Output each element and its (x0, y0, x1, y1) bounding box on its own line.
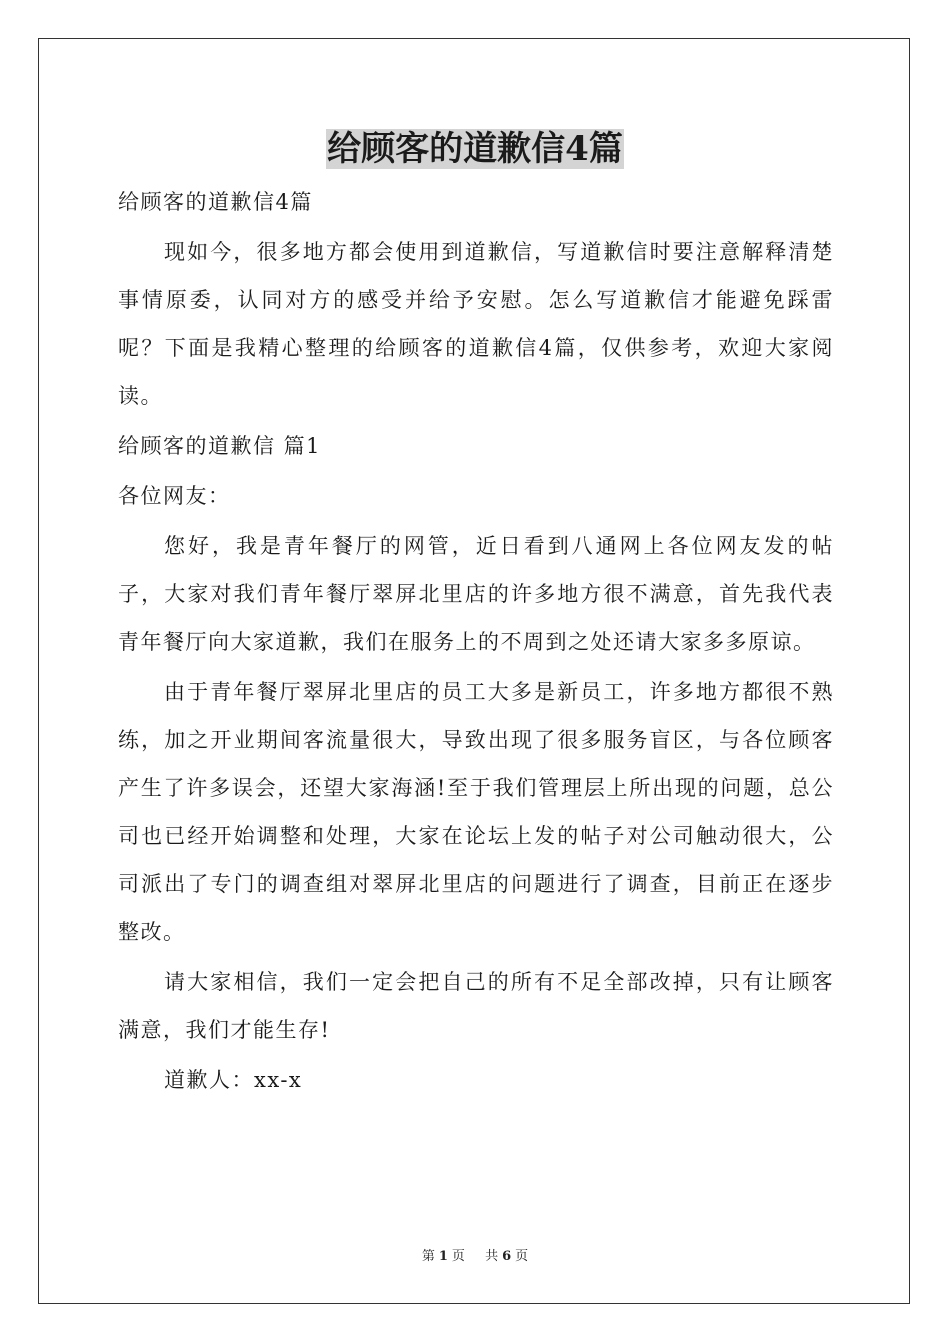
intro-paragraph: 现如今，很多地方都会使用到道歉信，写道歉信时要注意解释清楚事情原委，认同对方的感受并给予安慰。怎么写道歉信才能避免踩雷呢？下面是我精心整理的给顾客的道歉信4篇，仅供参考，欢迎大家阅读。 (118, 240, 834, 408)
document-subtitle: 给顾客的道歉信4篇 (118, 190, 313, 214)
salutation: 各位网友： (118, 484, 231, 508)
body-paragraph-1: 您好，我是青年餐厅的网管，近日看到八通网上各位网友发的帖子，大家对我们青年餐厅翠屏北里店的许多地方很不满意，首先我代表青年餐厅向大家道歉，我们在服务上的不周到之处还请大家多多原谅。 (118, 534, 834, 654)
section-heading: 给顾客的道歉信 篇1 (118, 434, 322, 458)
signature: 道歉人：xx-x (164, 1068, 303, 1092)
page-suffix: 页 (451, 1249, 465, 1264)
page-number (418, 1249, 469, 1264)
total-prefix: 共 (485, 1249, 499, 1264)
page-total-number: 6 (502, 1249, 512, 1264)
page-prefix: 第 (421, 1249, 435, 1264)
total-suffix: 页 (515, 1249, 529, 1264)
body-paragraph-2: 由于青年餐厅翠屏北里店的员工大多是新员工，许多地方都很不熟练，加之开业期间客流量很大，导致出现了很多服务盲区，与各位顾客产生了许多误会，还望大家海涵!至于我们管理层上所出现的问题，总公司也已经开始调整和处理，大家在论坛上发的帖子对公司触动很大，公司派出了专门的调查组对翠屏北里店的问题进行了调查，目前正在逐步整改。 (118, 680, 834, 944)
document-body (118, 178, 834, 1104)
document-title-text: 给顾客的道歉信4篇 (327, 129, 623, 169)
body-paragraph-3: 请大家相信，我们一定会把自己的所有不足全部改掉，只有让顾客满意，我们才能生存! (118, 970, 834, 1042)
page-current: 1 (438, 1249, 448, 1264)
document-title (0, 126, 950, 172)
page-total (481, 1249, 532, 1264)
page-footer (0, 1245, 950, 1264)
